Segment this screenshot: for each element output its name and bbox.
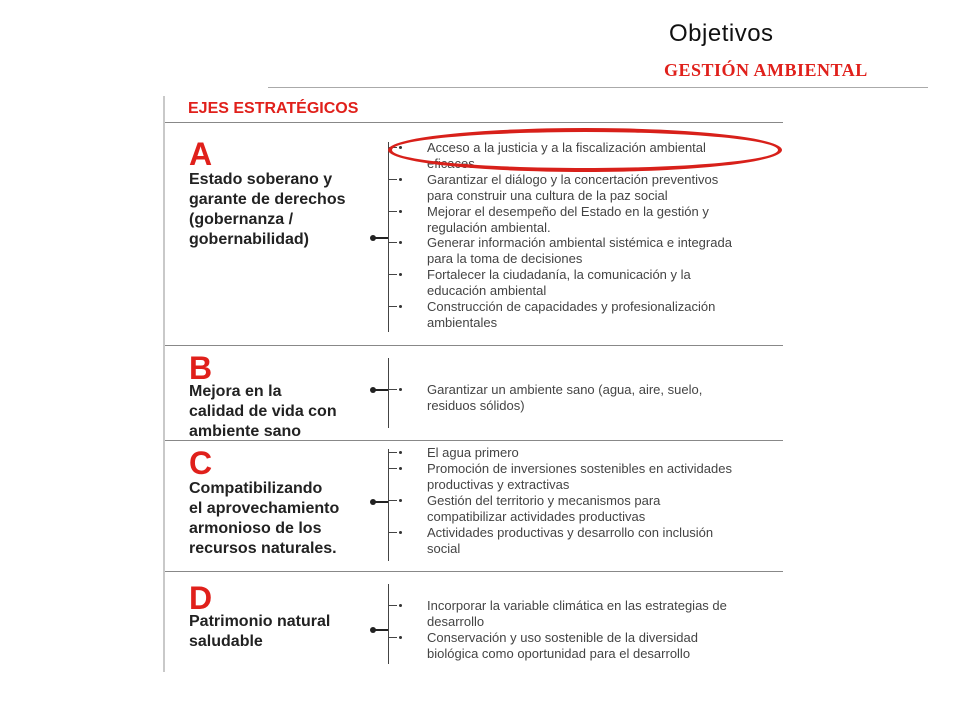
- bullet-icon: [399, 388, 402, 391]
- item-tick: [388, 637, 397, 638]
- bracket-line: [388, 142, 389, 332]
- section-title: [189, 170, 346, 250]
- list-item: [403, 235, 773, 267]
- item-line: biológica como oportunidad para el desarrollo: [427, 646, 691, 661]
- item-line: regulación ambiental.: [427, 220, 551, 235]
- item-line: Construcción de capacidades y profesionalización: [427, 299, 716, 314]
- list-item: [403, 172, 773, 204]
- item-line: Acceso a la justicia y a la fiscalización ambiental: [427, 140, 706, 155]
- item-tick: [388, 274, 397, 275]
- list-item: [403, 525, 773, 557]
- section-title-line: Mejora en la: [189, 383, 282, 400]
- item-tick: [388, 389, 397, 390]
- item-line: eficaces: [427, 156, 475, 171]
- page-subtitle: GESTIÓN AMBIENTAL: [664, 60, 868, 80]
- item-line: Actividades productivas y desarrollo con inclusión: [427, 525, 714, 540]
- item-line: compatibilizar actividades productivas: [427, 509, 646, 524]
- section-b: [163, 346, 783, 440]
- section-title-line: garante de derechos: [189, 191, 346, 208]
- section-letter: C: [189, 445, 213, 481]
- list-item: [403, 204, 773, 236]
- bullet-icon: [399, 241, 402, 244]
- bullet-icon: [399, 178, 402, 181]
- connector-line: [375, 389, 388, 391]
- item-line: para la toma de decisiones: [427, 251, 583, 266]
- bullet-icon: [399, 210, 402, 213]
- section-letter: A: [189, 136, 213, 172]
- item-line: para construir una cultura de la paz social: [427, 188, 668, 203]
- item-line: Incorporar la variable climática en las estrategias de: [427, 598, 727, 613]
- item-tick: [388, 452, 397, 453]
- section-title-line: (gobernanza /: [189, 211, 294, 228]
- list-item: [403, 267, 773, 299]
- item-line: Generar información ambiental sistémica e integrada: [427, 235, 732, 250]
- item-line: ambientales: [427, 315, 498, 330]
- connector-line: [375, 629, 388, 631]
- section-title: [189, 382, 337, 442]
- list-item: [403, 461, 773, 493]
- item-tick: [388, 306, 397, 307]
- item-tick: [388, 468, 397, 469]
- section-title-line: Patrimonio natural: [189, 613, 331, 630]
- connector-line: [375, 237, 388, 239]
- section-title-line: armonioso de los: [189, 520, 322, 537]
- item-tick: [388, 211, 397, 212]
- list-item: [403, 382, 773, 414]
- item-tick: [388, 500, 397, 501]
- panel-heading: EJES ESTRATÉGICOS: [188, 100, 359, 117]
- connector-line: [375, 501, 388, 503]
- item-line: Promoción de inversiones sostenibles en actividades: [427, 461, 732, 476]
- bullet-icon: [399, 604, 402, 607]
- item-line: desarrollo: [427, 614, 485, 629]
- section-title-line: el aprovechamiento: [189, 500, 340, 517]
- item-line: educación ambiental: [427, 283, 547, 298]
- item-line: social: [427, 541, 461, 556]
- bullet-icon: [399, 636, 402, 639]
- item-tick: [388, 605, 397, 606]
- bullet-icon: [399, 273, 402, 276]
- item-line: residuos sólidos): [427, 398, 525, 413]
- section-title-line: calidad de vida con: [189, 403, 337, 420]
- bracket-line: [388, 358, 389, 428]
- bullet-icon: [399, 305, 402, 308]
- section-title: [189, 479, 339, 559]
- bullet-icon: [399, 467, 402, 470]
- item-line: Gestión del territorio y mecanismos para: [427, 493, 661, 508]
- section-title-line: Estado soberano y: [189, 171, 333, 188]
- item-line: Garantizar un ambiente sano (agua, aire, suelo,: [427, 382, 703, 397]
- page-title: Objetivos: [669, 20, 774, 47]
- section-d: [163, 572, 783, 672]
- bullet-icon: [399, 499, 402, 502]
- section-title-line: Compatibilizando: [189, 480, 323, 497]
- item-line: Garantizar el diálogo y la concertación preventivos: [427, 172, 719, 187]
- section-title-line: saludable: [189, 633, 263, 650]
- section-title-line: recursos naturales.: [189, 540, 337, 557]
- item-line: Conservación y uso sostenible de la diversidad: [427, 630, 698, 645]
- list-item: [403, 493, 773, 525]
- section-title-line: gobernabilidad): [189, 231, 309, 248]
- highlight-ellipse: [388, 128, 782, 172]
- strategic-axes-panel: [163, 96, 783, 674]
- item-tick: [388, 532, 397, 533]
- section-title: [189, 612, 330, 652]
- item-tick: [388, 179, 397, 180]
- section-letter: D: [189, 580, 213, 616]
- item-line: productivas y extractivas: [427, 477, 570, 492]
- bracket-line: [388, 584, 389, 664]
- item-line: El agua primero: [427, 445, 519, 460]
- list-item: [403, 630, 773, 662]
- section-c: [163, 441, 783, 571]
- bullet-icon: [399, 531, 402, 534]
- bullet-icon: [399, 451, 402, 454]
- bracket-line: [388, 449, 389, 561]
- header-divider: [268, 87, 928, 88]
- item-tick: [388, 242, 397, 243]
- list-item: [403, 299, 773, 331]
- section-letter: B: [189, 350, 213, 386]
- list-item: [403, 598, 773, 630]
- item-line: Fortalecer la ciudadanía, la comunicación y la: [427, 267, 691, 282]
- section-title-line: ambiente sano: [189, 423, 302, 440]
- list-item: [403, 445, 773, 461]
- item-line: Mejorar el desempeño del Estado en la gestión y: [427, 204, 709, 219]
